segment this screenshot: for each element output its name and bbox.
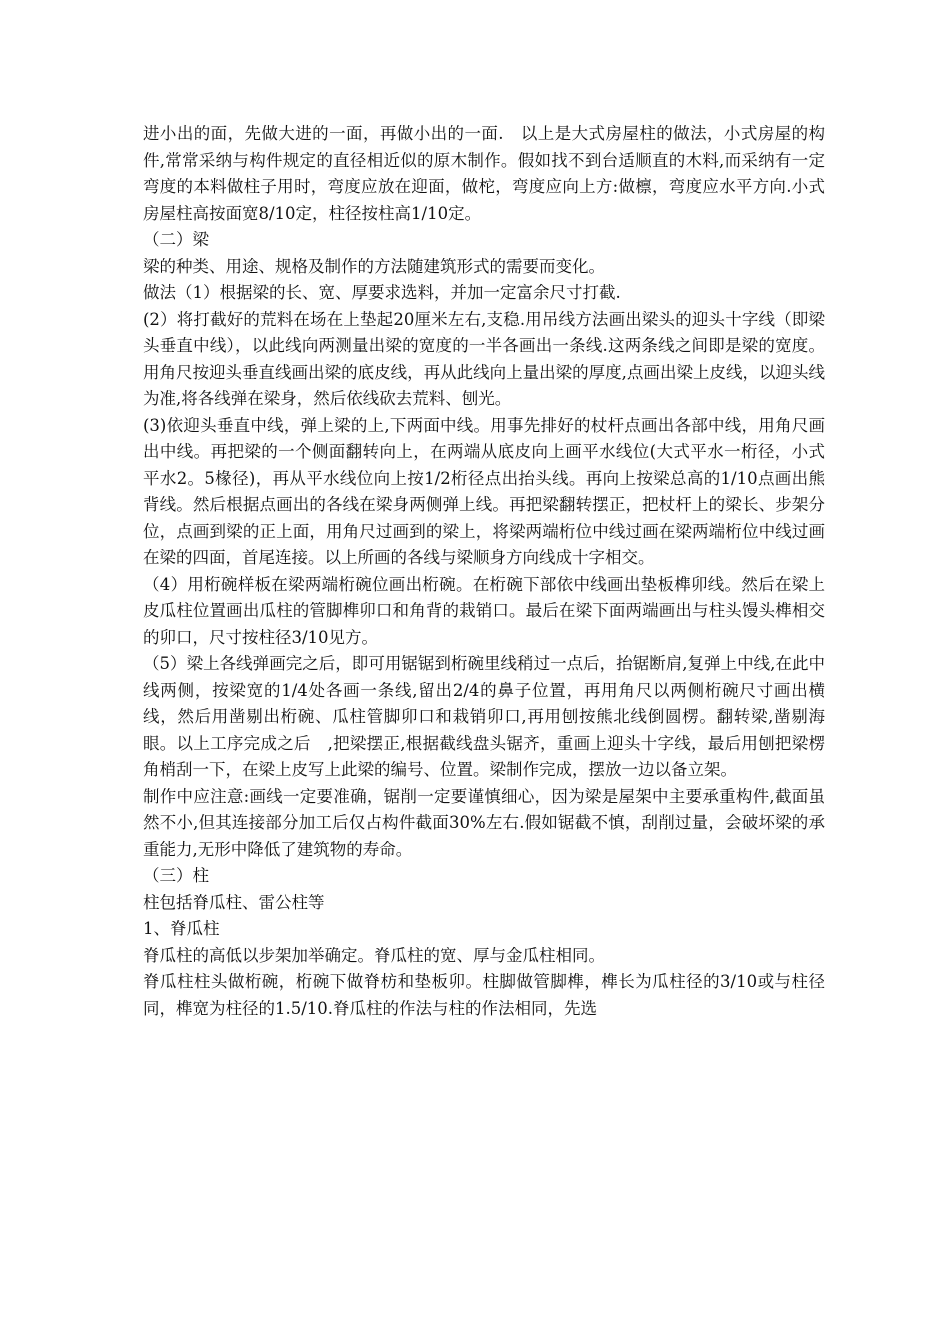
paragraph-beam-step-5: （5）梁上各线弹画完之后，即可用锯锯到桁碗里线稍过一点后，抬锯断肩,复弹上中线,在此中线两侧，按梁宽的1/4处各画一条线,留出2/4的鼻子位置，再用角尺以两侧桁碗尺寸画出横线，然后用凿剔出桁碗、瓜柱管脚卯口和栽销卯口,再用刨按熊北线倒圆楞。翻转梁,凿剔海眼。以上工序完成之后 ,把梁摆正,根据截线盘头锯齐，重画上迎头十字线，最后用刨把梁楞角梢刮一下，在梁上皮写上此梁的编号、位置。梁制作完成，摆放一边以备立架。 <box>143 654 825 779</box>
paragraph-beam-step-4: （4）用桁碗样板在梁两端桁碗位画出桁碗。在桁碗下部依中线画出垫板榫卯线。然后在梁上皮瓜柱位置画出瓜柱的管脚榫卯口和角背的栽销口。最后在梁下面两端画出与柱头馒头榫相交的卯口，尺寸按柱径3/10见方。 <box>143 574 825 647</box>
section-heading-column: （三）柱 <box>143 866 209 885</box>
subheading-ridge-column: 1、脊瓜柱 <box>143 919 220 938</box>
paragraph-beam-notes: 制作中应注意:画线一定要准确，锯削一定要谨慎细心，因为梁是屋架中主要承重构件,截面虽然不小,但其连接部分加工后仅占构件截面30%左右.假如锯截不慎，刮削过量，会破坏梁的承重能力,无形中降低了建筑物的寿命。 <box>143 786 825 859</box>
paragraph-beam-step-3: (3)依迎头垂直中线，弹上梁的上,下两面中线。用事先排好的杖杆点画出各部中线，用角尺画出中线。再把梁的一个侧面翻转向上，在两端从底皮向上画平水线位(大式平水一桁径，小式平水2。5椽径)，再从平水线位向上按1/2桁径点出抬头线。再向上按梁总高的1/10点画出熊背线。然后根据点画出的各线在梁身两侧弹上线。再把梁翻转摆正，把杖杆上的梁长、步架分位，点画到梁的正上面，用角尺过画到的梁上，将梁两端桁位中线过画在梁两端桁位中线过画在梁的四面，首尾连接。以上所画的各线与梁顺身方向线成十字相交。 <box>143 415 825 567</box>
section-heading-beam: （二）梁 <box>143 230 209 249</box>
document-body <box>143 121 825 1022</box>
paragraph-column-types: 柱包括脊瓜柱、雷公柱等 <box>143 892 325 912</box>
paragraph-beam-step-1: 做法（1）根据梁的长、宽、厚要求选料，并加一定富余尺寸打截. <box>143 283 621 302</box>
paragraph-column-method: 进小出的面，先做大进的一面，再做小出的一面. 以上是大式房屋柱的做法，小式房屋的构件,常常采纳与构件规定的直径相近似的原木制作。假如找不到台适顺直的木料,而采纳有一定弯度的本料做柱子用时，弯度应放在迎面，做柁，弯度应向上方:做檩，弯度应水平方向.小式房屋柱高按面宽8/10定，柱径按柱高1/10定。 <box>143 124 825 223</box>
paragraph-ridge-column-height: 脊瓜柱的高低以步架加举确定。脊瓜柱的宽、厚与金瓜柱相同。 <box>143 945 605 965</box>
paragraph-beam-step-2: (2）将打截好的荒料在场在上垫起20厘米左右,支稳.用吊线方法画出梁头的迎头十字线（即梁头垂直中线），以此线向两测量出梁的宽度的一半各画出一条线.这两条线之间即是梁的宽度。用角尺按迎头垂直线画出梁的底皮线，再从此线向上量出梁的厚度,点画出梁上皮线，以迎头线为准,将各线弹在梁身，然后依线砍去荒料、刨光。 <box>143 309 825 408</box>
paragraph-ridge-column-detail: 脊瓜柱柱头做桁碗，桁碗下做脊枋和垫板卯。柱脚做管脚榫，榫长为瓜柱径的3/10或与柱径同，榫宽为柱径的1.5/10.脊瓜柱的作法与柱的作法相同，先选 <box>143 972 825 1018</box>
paragraph-beam-intro: 梁的种类、用途、规格及制作的方法随建筑形式的需要而变化。 <box>143 256 605 276</box>
